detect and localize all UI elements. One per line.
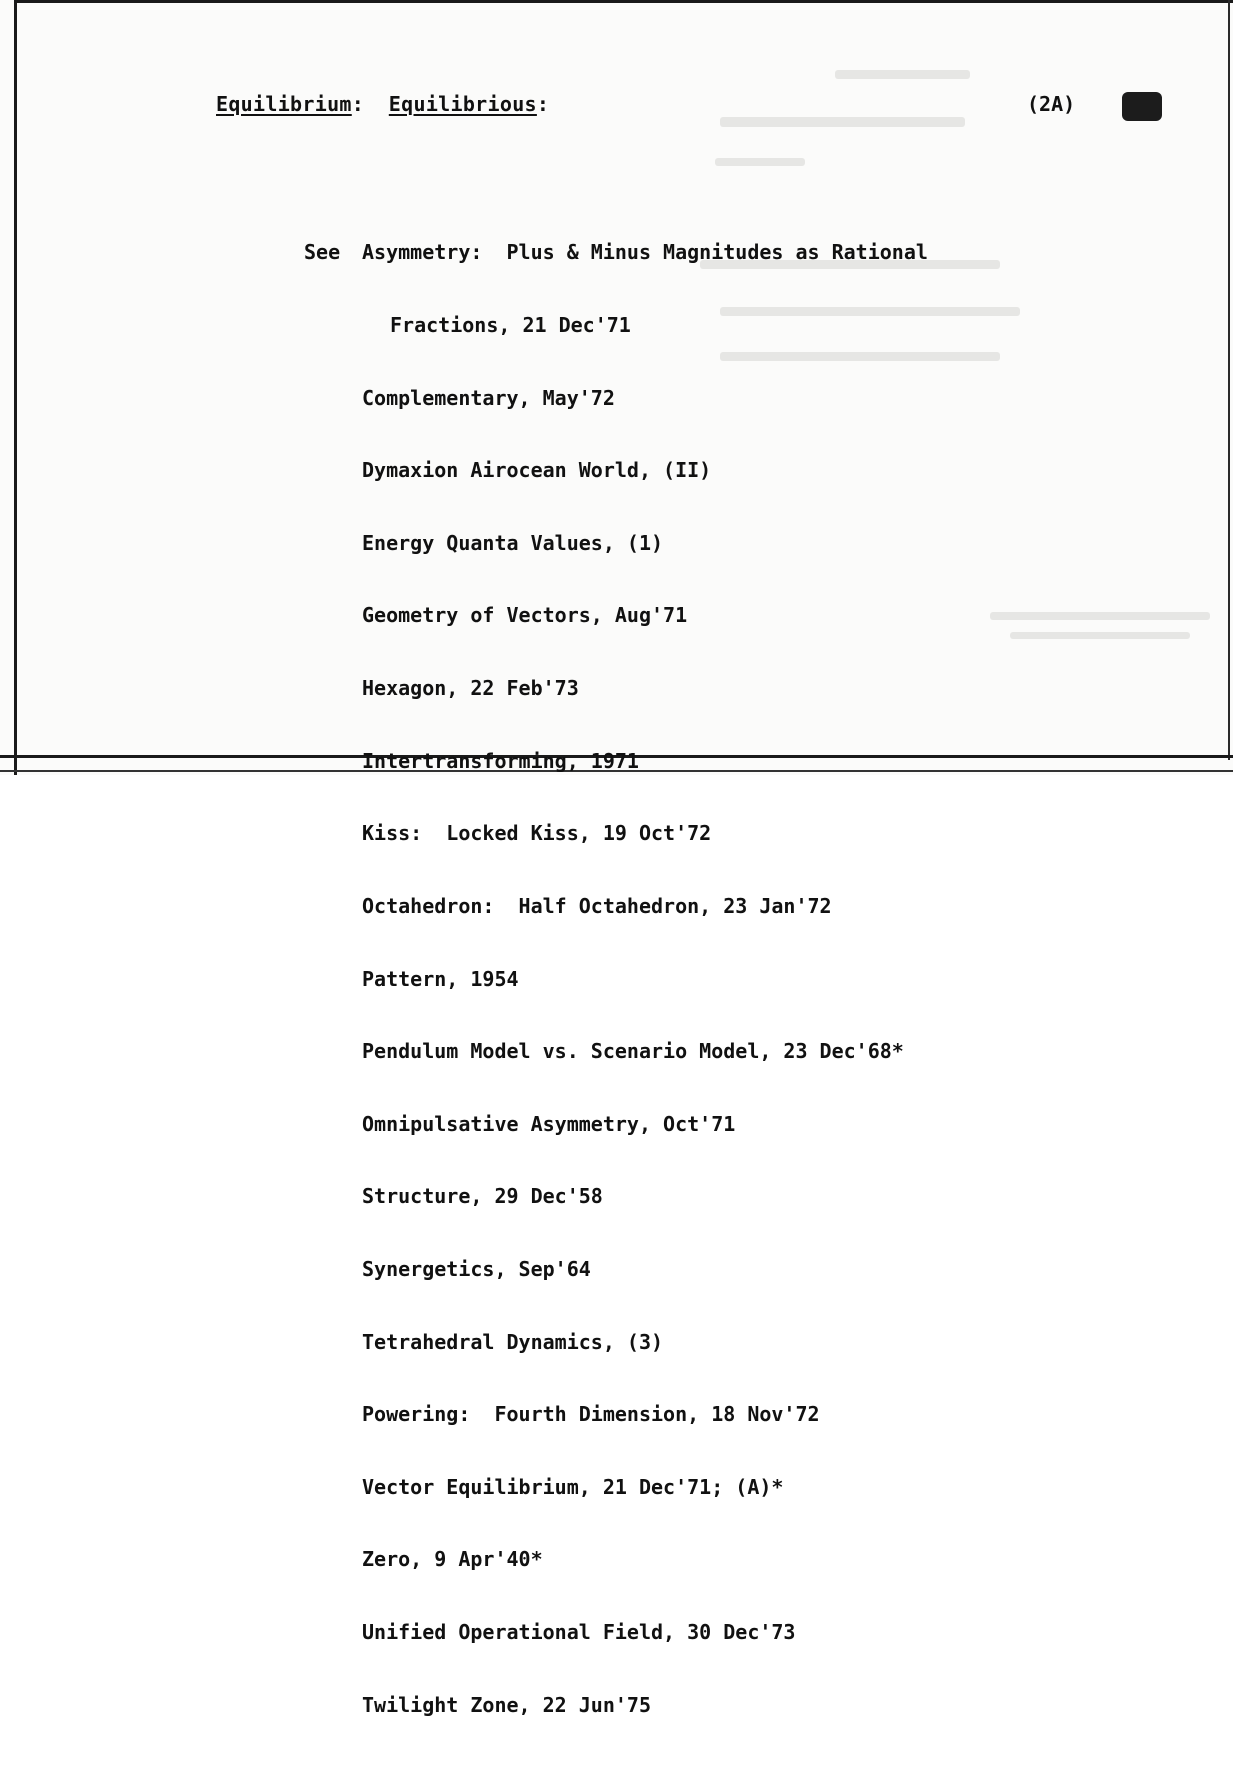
list-item: Kiss: Locked Kiss, 19 Oct'72 [362, 821, 712, 846]
list-item: Octahedron: Half Octahedron, 23 Jan'72 [362, 893, 832, 918]
list-item: Pendulum Model vs. Scenario Model, 23 Dec'68* [362, 1039, 904, 1064]
list-item: Dymaxion Airocean World, (II) [362, 458, 712, 483]
list-item: Structure, 29 Dec'58 [362, 1184, 603, 1209]
list-item: Twilight Zone, 22 Jun'75 [362, 1692, 651, 1717]
list-item: Zero, 9 Apr'40* [362, 1547, 543, 1572]
list-item: Fractions, 21 Dec'71 [390, 313, 631, 338]
entry-text: Asymmetry: Plus & Minus Magnitudes as Rational [362, 240, 928, 265]
cross-reference-list [304, 192, 928, 1765]
bleed-through-mark [715, 158, 805, 166]
heading-separator: : [536, 92, 550, 116]
card-number: (2A) [1027, 92, 1076, 116]
list-item: Vector Equilibrium, 21 Dec'71; (A)* [362, 1474, 784, 1499]
bleed-through-mark [990, 612, 1210, 620]
heading-separator: : [351, 92, 389, 116]
card-left-border [14, 0, 17, 775]
list-item [304, 240, 928, 264]
list-item: Synergetics, Sep'64 [362, 1256, 591, 1281]
bleed-through-mark [1010, 632, 1190, 639]
bleed-through-mark [720, 117, 965, 127]
list-item: Tetrahedral Dynamics, (3) [362, 1329, 664, 1354]
card-heading [216, 92, 549, 116]
list-item: Hexagon, 22 Feb'73 [362, 676, 579, 701]
list-item: Complementary, May'72 [362, 385, 615, 410]
list-item: Omnipulsative Asymmetry, Oct'71 [362, 1111, 736, 1136]
list-item: Energy Quanta Values, (1) [362, 530, 664, 555]
bleed-through-mark [835, 70, 970, 79]
card-top-border [14, 0, 1233, 3]
card-tab-marker [1122, 92, 1162, 121]
list-item: Pattern, 1954 [362, 966, 519, 991]
list-item: Geometry of Vectors, Aug'71 [362, 603, 688, 628]
see-label: See [304, 240, 341, 265]
heading-term-equilibrious: Equilibrious [388, 92, 537, 116]
card-right-border [1228, 0, 1230, 760]
list-item: Powering: Fourth Dimension, 18 Nov'72 [362, 1402, 820, 1427]
list-item: Unified Operational Field, 30 Dec'73 [362, 1619, 796, 1644]
heading-term-equilibrium: Equilibrium [216, 92, 352, 116]
list-item: Intertransforming, 1971 [362, 748, 639, 773]
